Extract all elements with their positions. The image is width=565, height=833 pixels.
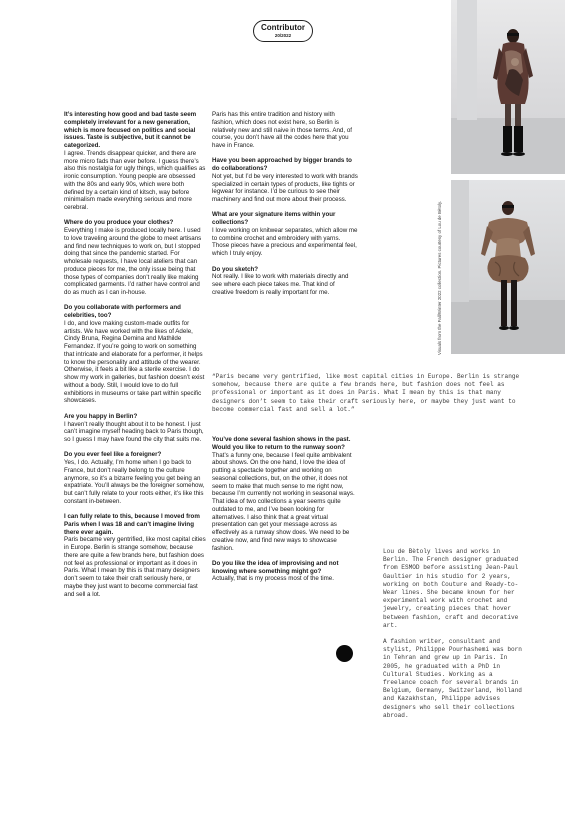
qa-block bbox=[64, 451, 206, 505]
contributor-badge bbox=[253, 20, 313, 42]
interview-column-1 bbox=[64, 111, 206, 606]
answer: Not really. I like to work with materials directly and see where each piece takes me. That kind of creative freedom is really important for me. bbox=[212, 273, 349, 296]
question: Do you ever feel like a foreigner? bbox=[64, 451, 162, 459]
question: I can fully relate to this, because I moved from Paris when I was 18 and can’t imagine living there ever again. bbox=[64, 513, 200, 536]
qa-block bbox=[64, 111, 206, 212]
qa-block bbox=[212, 111, 358, 150]
qa-block bbox=[212, 266, 358, 297]
question: Do you like the idea of improvising and not knowing where something might go? bbox=[212, 559, 339, 575]
answer: I love working on knitwear separates, which allow me to combine crochet and embroidery with yarns. Those pieces have a precious and experimental feel, which I truly enjoy. bbox=[212, 226, 358, 258]
answer: Actually, that is my process most of the time. bbox=[212, 575, 334, 583]
answer: Yes, I do. Actually, I’m home when I go back to France, but don’t really belong to the culture anymore, so it’s a bizarre feeling you get being an expatriate. You’ll always be the foreigner somehow, but can’t fully relate to your roots either, it’s like this constant in-between. bbox=[64, 459, 205, 505]
question: Where do you produce your clothes? bbox=[64, 219, 174, 227]
qa-block bbox=[64, 513, 206, 598]
interview-column-2 bbox=[212, 111, 358, 304]
answer: Not yet, but I’d be very interested to work with brands specialized in certain types of products, like tights or legwear for instance. I’d be curious to see their machinery and find out more about their process. bbox=[212, 172, 358, 204]
interview-column-3 bbox=[212, 436, 358, 591]
writer-bio: A fashion writer, consultant and stylist, Philippe Pourhashemi was born in Tehran and grew up in Paris. In 2005, he graduated with a PhD in Cultural Studies. Working as a freelance coach for several brands in Belgium, Germany, Switzerland, Holland and Kazakhstan, Philippe advises designers who sell their collections abroad. bbox=[383, 638, 522, 719]
answer: That’s a funny one, because I feel quite ambivalent about shows. On the one hand, I love the idea of putting a spectacle together and working on seasonal collections, but, on the other, it does not seem to make that much sense to me right now, because I’m currently not working in seasonal ways. That idea of two collections a year seems quite outdated to me, and I’ve been looking for alternatives. I also think that a great virtual presentation can get your message across as effectively as a runway show does. We need to be creative now, and find new ways to showcase fashion. bbox=[212, 451, 355, 552]
pull-quote: “Paris became very gentrified, like most capital cities in Europe. Berlin is strange somehow, because there are quite a few brands here, but fashion does not feel as professional or important as it does in Paris. What I mean by this is that many designers don’t seem to take their craft seriously here, or maybe they just want to become commercial fast and sell a lot.” bbox=[212, 373, 520, 413]
fashion-photo-2 bbox=[451, 180, 565, 354]
designer-bio: Lou de Bètoly lives and works in Berlin. The French designer graduated from ESMOD before assisting Jean-Paul Gaultier in his studio for 2 years, working on both Couture and Ready-to-Wear lines. She became known for her experimental work with crochet and jewelry, creating pieces that hover between fashion, craft and decorative art. bbox=[383, 548, 519, 629]
answer: Paris has this entire tradition and history with fashion, which does not exist here, so Berlin is relatively new and still naive in those terms. And, of course, you don’t have all the codes here that you have in France. bbox=[212, 111, 352, 149]
bio-column bbox=[383, 548, 529, 728]
answer: Everything I make is produced locally here. I used to love traveling around the globe to meet artisans and find new techniques to work on, but I stopped doing that since the pandemic started. For wholesale requests, I have local ateliers that can produce pieces for me, the only issue being that those types of companies don’t really like making complicated garments. I’d rather have control and do as much as I can in-house. bbox=[64, 227, 202, 297]
qa-block bbox=[64, 413, 206, 444]
qa-block bbox=[212, 211, 358, 258]
model-standing-illustration bbox=[451, 0, 565, 174]
qa-block bbox=[64, 304, 206, 405]
question: Do you sketch? bbox=[212, 265, 259, 273]
question: Have you been approached by bigger brands to do collaborations? bbox=[212, 157, 352, 173]
photo-caption: Visuals from the Fall/Winter 2022 collection. Pictures courtesy of Lou de Bètoly. bbox=[437, 200, 442, 355]
qa-block bbox=[64, 219, 206, 297]
question: Are you happy in Berlin? bbox=[64, 412, 138, 420]
question: It’s interesting how good and bad taste seem completely irrelevant for a new generation, which is more focused on politics and social issues. Taste is subjective, but it cannot be categorized. bbox=[64, 111, 197, 149]
badge-title: Contributor bbox=[261, 23, 305, 32]
question: What are your signature items within your collections? bbox=[212, 211, 336, 227]
end-dot-icon bbox=[336, 645, 353, 662]
qa-block bbox=[212, 436, 358, 552]
answer: I haven’t really thought about it to be honest. I just can’t imagine myself heading back to Paris though, so I guess I may have found the city that suits me. bbox=[64, 420, 204, 444]
answer: I do, and love making custom-made outfits for artists. We have worked with the likes of Adele, Cindy Bruna, Regina Demina and Mathilde Fernandez. If you’re going to work on something that intricate and elaborate for a performer, it helps to know the personality and attitude of the wearer. Otherwise, it feels a bit like a sterile exercise. I do show my work in galleries, but fashion doesn’t exist without a body. Still, I would love to do full exhibitions in museums or take part within specific showcases. bbox=[64, 319, 205, 405]
qa-block bbox=[212, 560, 358, 583]
answer: I agree. Trends disappear quicker, and there are more micro fads than ever before. I guess there’s also this nostalgia for ugly things, which qualifies as ironic consumption. Young people are obsessed with the 80s and early 90s, which were both defined by a certain kind of kitsch, way before minimalism made everything serious and more cerebral. bbox=[64, 149, 206, 211]
qa-block bbox=[212, 157, 358, 204]
question: You’ve done several fashion shows in the past. Would you like to return to the runway soon? bbox=[212, 436, 351, 451]
fashion-photo-1 bbox=[451, 0, 565, 174]
badge-issue: 20/2022 bbox=[274, 33, 292, 38]
answer: Paris became very gentrified, like most capital cities in Europe. Berlin is strange somehow, because there are quite a few brands here, but fashion does not feel as professional or important as it does in Paris. What I mean by this is that many designers don’t seem to take their craft seriously here, or maybe they just want to become commercial fast and sell a lot. bbox=[64, 536, 206, 598]
question: Do you collaborate with performers and celebrities, too? bbox=[64, 304, 181, 320]
model-ruffle-dress-illustration bbox=[451, 180, 565, 354]
